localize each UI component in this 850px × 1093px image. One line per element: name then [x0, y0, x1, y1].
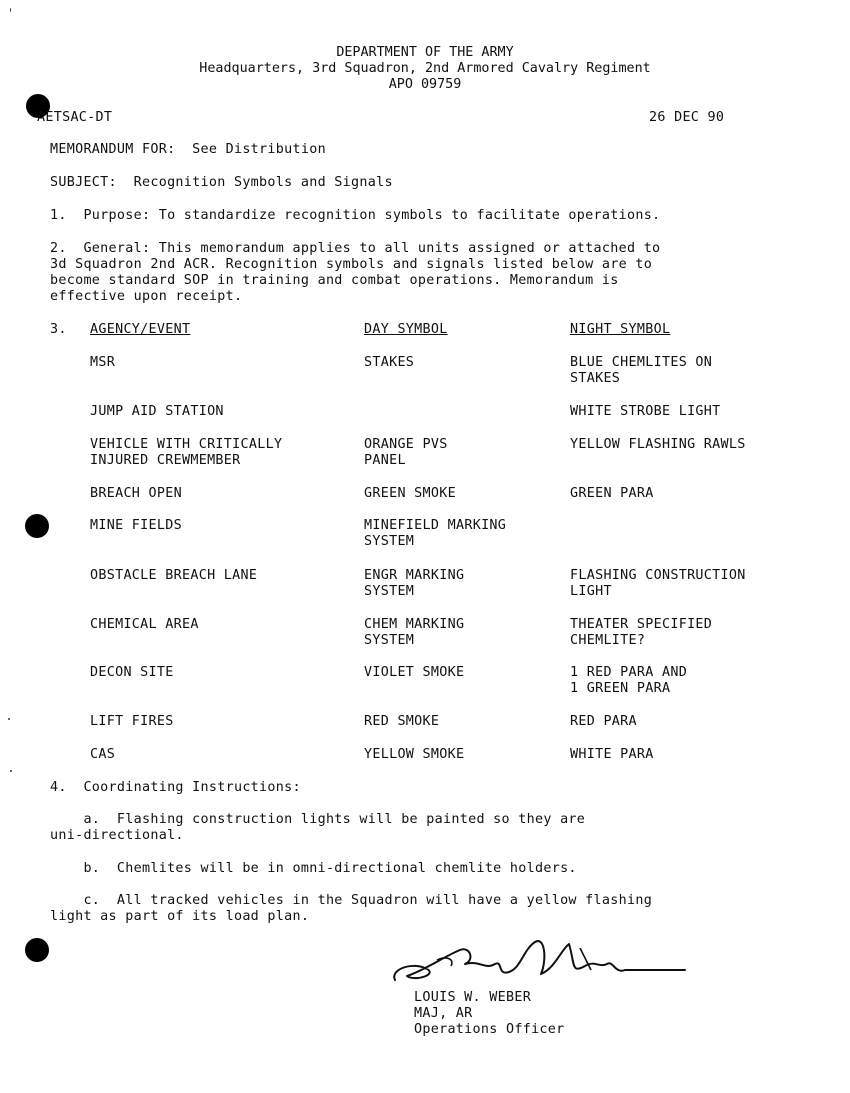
row-night: BLUE CHEMLITES ON STAKES: [570, 355, 713, 386]
row-agency: MSR: [90, 355, 116, 370]
paragraph-4-title: 4. Coordinating Instructions:: [50, 780, 301, 795]
row-day: STAKES: [364, 355, 415, 370]
row-agency: VEHICLE WITH CRITICALLY INJURED CREWMEMBER: [90, 437, 283, 468]
header-day-symbol: DAY SYMBOL: [364, 322, 448, 337]
row-night: YELLOW FLASHING RAWLS: [570, 437, 746, 452]
row-agency: BREACH OPEN: [90, 486, 182, 501]
memorandum-for: MEMORANDUM FOR: See Distribution: [50, 142, 326, 157]
speck: [10, 770, 12, 772]
row-agency: OBSTACLE BREACH LANE: [90, 568, 258, 583]
paragraph-4b: b. Chemlites will be in omni-directional chemlite holders.: [50, 861, 577, 876]
header-line-2: Headquarters, 3rd Squadron, 2nd Armored Cavalry Regiment: [199, 61, 651, 76]
row-day: RED SMOKE: [364, 714, 440, 729]
row-day: YELLOW SMOKE: [364, 747, 465, 762]
row-night: 1 RED PARA AND 1 GREEN PARA: [570, 665, 688, 696]
subject: SUBJECT: Recognition Symbols and Signals: [50, 175, 393, 190]
header-line-1: DEPARTMENT OF THE ARMY: [336, 45, 514, 60]
signer-name: LOUIS W. WEBER: [414, 990, 532, 1005]
paragraph-2-line-2: 3d Squadron 2nd ACR. Recognition symbols and signals listed below are to: [50, 257, 653, 272]
paragraph-2-line-3: become standard SOP in training and combat operations. Memorandum is: [50, 273, 619, 288]
memo-date: 26 DEC 90: [649, 110, 725, 125]
row-day: ORANGE PVS PANEL: [364, 437, 448, 468]
speck: [10, 8, 11, 12]
row-day: MINEFIELD MARKING SYSTEM: [364, 518, 507, 549]
paragraph-2-line-4: effective upon receipt.: [50, 289, 243, 304]
punch-hole-bottom: [25, 938, 49, 962]
row-night: WHITE PARA: [570, 747, 654, 762]
paragraph-2-line-1: 2. General: This memorandum applies to all units assigned or attached to: [50, 241, 661, 256]
row-night: WHITE STROBE LIGHT: [570, 404, 721, 419]
row-night: RED PARA: [570, 714, 637, 729]
speck: [8, 718, 10, 720]
header-night-symbol: NIGHT SYMBOL: [570, 322, 671, 337]
row-day: VIOLET SMOKE: [364, 665, 465, 680]
row-day: CHEM MARKING SYSTEM: [364, 617, 465, 648]
paragraph-4c-line-2: light as part of its load plan.: [50, 909, 310, 924]
paragraph-4c-line-1: c. All tracked vehicles in the Squadron will have a yellow flashing: [50, 893, 653, 908]
punch-hole-middle: [25, 514, 49, 538]
paragraph-1: 1. Purpose: To standardize recognition symbols to facilitate operations.: [50, 208, 661, 223]
signer-title: Operations Officer: [414, 1022, 565, 1037]
row-agency: CAS: [90, 747, 116, 762]
header-line-3: APO 09759: [388, 77, 462, 92]
paragraph-3-number: 3.: [50, 322, 67, 337]
row-agency: CHEMICAL AREA: [90, 617, 199, 632]
signer-rank: MAJ, AR: [414, 1006, 473, 1021]
paragraph-4a-line-2: uni-directional.: [50, 828, 184, 843]
row-agency: JUMP AID STATION: [90, 404, 224, 419]
row-agency: MINE FIELDS: [90, 518, 182, 533]
row-night: FLASHING CONSTRUCTION LIGHT: [570, 568, 746, 599]
header-agency-event: AGENCY/EVENT: [90, 322, 191, 337]
row-day: GREEN SMOKE: [364, 486, 456, 501]
row-agency: LIFT FIRES: [90, 714, 174, 729]
row-agency: DECON SITE: [90, 665, 174, 680]
row-night: GREEN PARA: [570, 486, 654, 501]
office-symbol: AETSAC-DT: [37, 110, 113, 125]
row-day: ENGR MARKING SYSTEM: [364, 568, 465, 599]
paragraph-4a-line-1: a. Flashing construction lights will be painted so they are: [50, 812, 586, 827]
row-night: THEATER SPECIFIED CHEMLITE?: [570, 617, 713, 648]
signature-image: [385, 930, 705, 990]
